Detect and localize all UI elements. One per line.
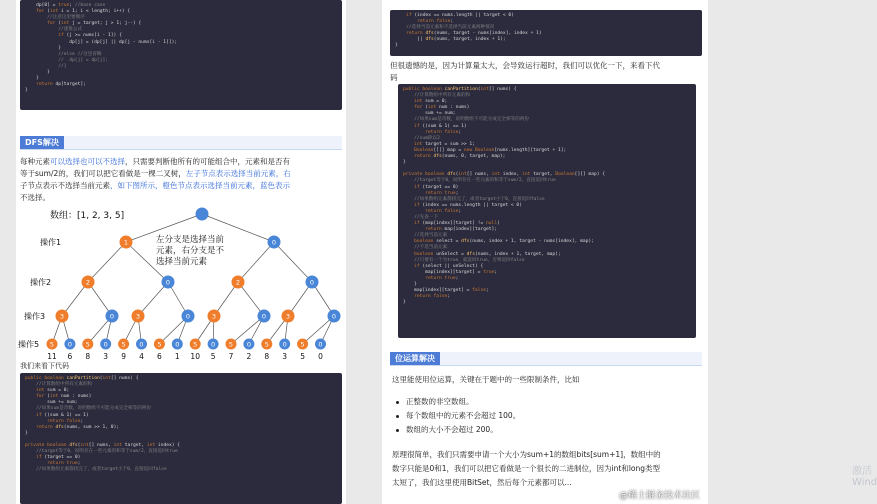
leaf-sum-label: 4 (139, 352, 144, 361)
code-line: Boolean[][] map = new Boolean[nums.length][target + 1]; (414, 147, 567, 153)
code-line: } (403, 300, 406, 306)
operation-label: 操作5 (18, 340, 40, 349)
code-line: } (403, 282, 417, 287)
tree-node-label: 0 (246, 340, 251, 349)
paragraph-text: 等于sum/2的，我们可以把它看做是一棵二叉树， (20, 169, 186, 178)
code-line: map[index][target] = true; (403, 269, 498, 275)
code-line: || dfs(nums, target, index + 1); (395, 37, 506, 43)
code-line: return false; (425, 129, 462, 135)
leaf-sum-label: 1 (174, 352, 180, 361)
code-line: } (25, 45, 61, 51)
tree-node-label: 5 (193, 340, 198, 349)
operation-label: 操作2 (30, 278, 52, 287)
tree-node-label: 0 (271, 238, 277, 247)
paragraph-line: 但很遗憾的是，因为计算量太大，会导致运行超时，我们可以优化一下，来看下代 (390, 61, 660, 70)
leaf-sum-label: 10 (190, 352, 200, 361)
code-line: for (int num : nums) (36, 394, 92, 400)
code-line: } (25, 430, 28, 436)
tree-node-label: 0 (211, 340, 216, 349)
tree-node-label: 0 (309, 278, 315, 287)
code-line: if (j >= nums[i - 1]) { (58, 33, 122, 39)
code-line: return dfs(nums, 0, target, map); (414, 154, 506, 160)
code-line: private boolean dfs(int[] nums, int target, int index) { (25, 443, 181, 449)
tree-edge (88, 242, 126, 282)
bullet-dot (396, 401, 399, 404)
code-line: if (select || unSelect) { (414, 263, 484, 269)
timeout-paragraph (390, 60, 704, 84)
leaf-sum-label: 9 (121, 352, 126, 361)
tree-node-label: 0 (103, 340, 108, 349)
tree-node-label: 5 (264, 340, 269, 349)
bit-intro-paragraph: 这里能使用位运算，关键在于题中的一些限制条件，比如 (392, 375, 580, 384)
highlighted-text: 可以选择也可以不选择 (50, 157, 125, 166)
code-line: return true; (425, 190, 459, 196)
code-line: public boolean canPartition(int[] nums) { (403, 87, 517, 92)
code-line: sum += num; (403, 111, 456, 117)
paragraph-line: 原理很简单，我们只需要申请一个大小为sum+1的数组bits[sum+1]，数组中的 (392, 450, 661, 459)
code-caption: 我们来看下代码 (20, 362, 69, 370)
code-line: int target = sum >> 1; (414, 141, 475, 147)
branch-annotation: 选择当前元素 (156, 257, 208, 267)
tree-node-label: 2 (235, 278, 241, 287)
code-block-memo (398, 84, 696, 338)
tree-node-label: 0 (185, 312, 191, 321)
tree-node-label: 0 (175, 340, 180, 349)
code-line: //else //这里省略 (58, 51, 102, 57)
tree-node-label: 5 (300, 340, 305, 349)
code-line: return dfs(nums, target - nums[index], index + 1) (406, 31, 542, 37)
code-line: if (index == nums.length || target < 0) (414, 202, 522, 208)
paragraph-line: 数字只能是0和1，我们可以把它看做是一个很长的二进制位，因为int和long类型 (392, 464, 661, 473)
tree-node-label: 1 (123, 238, 129, 247)
bullet-item: 每个数组中的元素不会超过 100。 (406, 411, 521, 420)
code-line: return dp[target]; (36, 82, 86, 88)
code-line: return false; (414, 294, 451, 300)
left-page (16, 0, 346, 504)
tree-edge (138, 282, 168, 316)
code-line: // dp[j] = dp[j]; (58, 57, 108, 63)
tree-node-label: 0 (139, 340, 144, 349)
tree-edge (274, 242, 312, 282)
paragraph-text: 不选择。 (20, 193, 50, 202)
highlighted-text: 左子节点表示选择当前元素，右 (185, 169, 291, 178)
paragraph-text: 子节点表示不选择当前元素 (20, 181, 110, 190)
code-line: } (25, 70, 50, 76)
code-line: return true; (425, 275, 459, 281)
code-line: //选择当前元素 (414, 233, 448, 239)
bullet-dot (396, 415, 399, 418)
tree-edge (238, 242, 274, 282)
code-line: public boolean canPartition(int[] nums) { (25, 376, 139, 381)
operation-label: 操作1 (40, 238, 62, 247)
code-line: for (int num : nums) (414, 105, 470, 111)
tree-node (196, 208, 209, 221)
tree-node-label: 0 (109, 312, 115, 321)
code-line: } (403, 160, 406, 166)
operation-label: 操作3 (24, 312, 46, 321)
tree-node-label: 2 (85, 278, 91, 287)
tree-node-label: 5 (228, 340, 234, 349)
tree-node-label: 3 (59, 312, 65, 321)
right-page (382, 0, 877, 504)
tree-node-label: 0 (331, 312, 337, 321)
leaf-sum-label: 8 (264, 352, 270, 361)
paragraph-line: 太短了，我们这里使用BitSet，然后每个元素都可以... (392, 478, 572, 487)
leaf-sum-label: 7 (228, 352, 234, 361)
code-line: map[index][target] = false; (403, 288, 489, 294)
code-line: if (target == 0) (414, 184, 459, 190)
tree-node-label: 5 (157, 340, 162, 349)
code-line: sum += num; (25, 400, 78, 406)
code-line: if ((sum & 1) == 1) (36, 412, 89, 418)
code-line: //计算数组中所有元素的和 (36, 382, 93, 388)
site-watermark: @稀土掘金技术社区 (618, 491, 700, 501)
code-line: //} (58, 63, 67, 69)
section-heading-bit (390, 352, 702, 366)
code-line: //sum除以2 (414, 135, 440, 141)
code-line: } (395, 43, 398, 49)
paragraph-line (20, 192, 344, 204)
code-line: boolean select = dfs(nums, index + 1, target - nums[index], map); (414, 239, 594, 245)
leaf-sum-label: 5 (300, 352, 305, 361)
code-line: } (25, 76, 39, 82)
code-line: //注意这里要倒序 (47, 15, 85, 21)
tree-node-label: 0 (282, 340, 287, 349)
tree-node-label: 5 (49, 340, 55, 349)
paragraph-line (20, 168, 344, 180)
code-line: //不选当前元素 (414, 245, 448, 251)
code-line: //递推公式 (58, 27, 83, 33)
bit-principle-paragraph (392, 448, 704, 490)
code-line: //target等于0，说明存在一些元素的和等于sum/2，直接返回true (414, 178, 556, 184)
code-line: int sum = 0; (414, 99, 448, 105)
tree-node-label: 5 (121, 340, 126, 349)
code-line: boolean unSelect = dfs(nums, index + 1, target, map); (414, 251, 561, 257)
section-title: DFS解决 (20, 136, 64, 149)
code-line: //如果数组元素都找完了，或者target小于0，直接返回false (414, 196, 545, 202)
leaf-sum-label: 11 (47, 352, 57, 361)
paragraph-text: ，只需要判断他所有的可能组合中，元素和是否有 (125, 157, 290, 166)
code-line: //先查一下 (414, 214, 438, 220)
code-line: //选择当前元素和不选择当前元素两种情况 (406, 25, 495, 31)
code-line: //只要有一个为true，就返回true，否则返回false (414, 257, 525, 263)
tree-node-label: 0 (165, 278, 171, 287)
code-line: return false; (417, 19, 454, 25)
tree-node-label: 3 (135, 312, 141, 321)
code-line: if (target == 0) (36, 455, 81, 461)
bullet-item: 正整数的非空数组。 (406, 397, 474, 406)
dfs-explanation-paragraph (20, 156, 344, 204)
paragraph-text: 每种元素 (20, 157, 50, 166)
code-line: return false; (47, 418, 84, 424)
code-line: for (int j = target; j > 1; j--) { (47, 21, 142, 27)
leaf-sum-label: 2 (246, 352, 252, 361)
tree-node-label: 0 (67, 340, 72, 349)
tree-node-label: 3 (285, 312, 291, 321)
code-block-dfs-end (390, 10, 702, 56)
code-line: int sum = 0; (36, 388, 70, 394)
leaf-sum-label: 3 (282, 352, 288, 361)
branch-annotation: 左分支是选择当前 (156, 235, 225, 245)
code-line: return map[index][target]; (425, 227, 498, 233)
leaf-sum-label: 3 (103, 352, 109, 361)
binary-tree-diagram (16, 204, 346, 364)
code-line: //如果sum是奇数，说明数组不可能分成完全相等的两份 (36, 406, 151, 412)
code-line: for (int i = 1; i < length; i++) { (36, 9, 131, 15)
bullet-item: 数组的大小不会超过 200。 (406, 425, 498, 434)
code-line: //target等于0，说明存在一些元素的和等于sum/2，直接返回true (36, 449, 178, 455)
code-line: dp[j] = (dp[j] || dp[j - nums[i - 1]]); (25, 39, 178, 45)
leaf-sum-label: 5 (210, 352, 216, 361)
leaf-sum-label: 6 (67, 352, 73, 361)
code-line: } (25, 88, 28, 94)
activation-watermark: 激活 Wind (852, 466, 877, 488)
section-heading-dfs (20, 136, 342, 150)
code-line: //计算数组中所有元素的和 (414, 93, 471, 99)
code-line: private boolean dfs(int[] nums, int index, int target, Boolean[][] map) { (403, 172, 606, 178)
code-line: return dfs(nums, sum >> 1, 0); (36, 424, 120, 430)
leaf-sum-label: 8 (85, 352, 91, 361)
code-line: if (index == nums.length || target < 0) (406, 13, 514, 18)
code-line: return true; (47, 461, 81, 467)
leaf-sum-label: 0 (318, 352, 323, 361)
code-block-dfs (20, 373, 342, 504)
leaf-sum-label: 6 (157, 352, 162, 361)
array-label: 数组：[1, 2, 3, 5] (50, 211, 125, 221)
paragraph-line (20, 180, 344, 192)
code-line: //如果数组元素都找完了，或者target小于0，直接返回false (36, 467, 167, 473)
tree-node-label: 5 (85, 340, 90, 349)
code-block-dp (20, 0, 342, 110)
code-line: if ((sum & 1) == 1) (414, 123, 467, 129)
tree-node-label: 0 (261, 312, 267, 321)
bullet-dot (396, 429, 399, 432)
code-line: //如果sum是奇数，说明数组不可能分成完全相等的两份 (414, 117, 529, 123)
branch-annotation: 元素，右分支是不 (156, 246, 225, 256)
tree-node-label: 3 (211, 312, 217, 321)
paragraph-line (20, 156, 344, 168)
code-line: if (map[index][target] != null) (414, 221, 500, 227)
tree-node-label: 0 (318, 340, 323, 349)
code-line: dp[0] = true; //base case (25, 3, 106, 8)
paragraph-line: 码 (390, 73, 398, 82)
code-line: return false; (425, 208, 462, 214)
highlighted-text: ，如下图所示，橙色节点表示选择当前元素，蓝色表示 (110, 181, 290, 190)
section-title: 位运算解决 (390, 352, 440, 365)
